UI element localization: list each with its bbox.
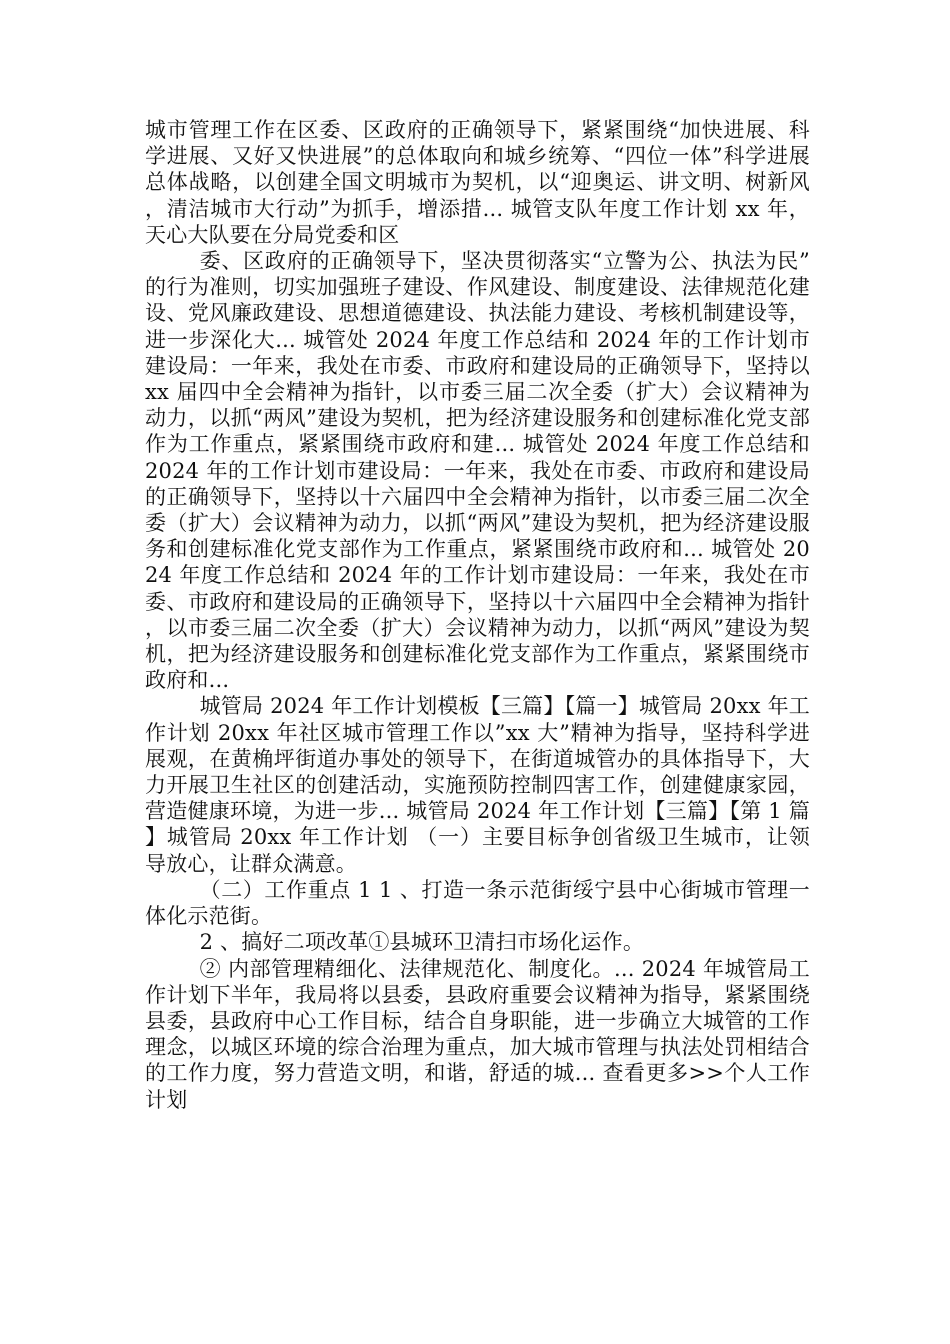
- paragraph-3: 城管局 2024 年工作计划模板【三篇】【篇一】城管局 20xx 年工作计划 20xx 年社区城市管理工作以”xx 大”精神为指导，坚持科学进展观，在黄桷坪街道办事处的领导下，在街道城管办的具体指导下，大力开展卫生社区的创建活动，实施预防控制四害工作，创建健康家园，营造健康环境，为进一步... 城管局 2024 年工作计划【三篇】【第 1 篇】城管局 20xx 年工作计划 （一）主要目标争创省级卫生城市，让领导放心，让群众满意。: [145, 694, 810, 876]
- paragraph-5: 2 、搞好二项改革①县城环卫清扫市场化运作。: [199, 930, 645, 955]
- paragraph-1: 城市管理工作在区委、区政府的正确领导下，紧紧围绕“加快进展、科学进展、又好又快进展”的总体取向和城乡统筹、“四位一体”科学进展总体战略，以创建全国文明城市为契机，以“迎奥运、讲文明、树新风，清洁城市大行动”为抓手，增添措... 城管支队年度工作计划 xx 年，天心大队要在分局党委和区: [145, 118, 810, 247]
- paragraph-4: （二）工作重点 1 1 、打造一条示范街绥宁县中心街城市管理一体化示范街。: [145, 877, 810, 929]
- document-body: [145, 117, 810, 1113]
- paragraph-2: 委、区政府的正确领导下，坚决贯彻落实“立警为公、执法为民”的行为准则，切实加强班子建设、作风建设、制度建设、法律规范化建设、党风廉政建设、思想道德建设、执法能力建设、考核机制建设等，进一步深化大... 城管处 2024 年度工作总结和 2024 年的工作计划市建设局：一年来，我处在市委、市政府和建设局的正确领导下，坚持以 xx 届四中全会精神为指针，以市委三届二次全委（扩大）会议精神为动力，以抓“两风”建设为契机，把为经济建设服务和创建标准化党支部作为工作重点，紧紧围绕市政府和建... 城管处 2024 年度工作总结和 2024 年的工作计划市建设局：一年来，我处在市委、市政府和建设局的正确领导下，坚持以十六届四中全会精神为指针，以市委三届二次全委（扩大）会议精神为动力，以抓“两风”建设为契机，把为经济建设服务和创建标准化党支部作为工作重点，紧紧围绕市政府和... 城管处 2024 年度工作总结和 2024 年的工作计划市建设局：一年来，我处在市委、市政府和建设局的正确领导下，坚持以十六届四中全会精神为指针，以市委三届二次全委（扩大）会议精神为动力，以抓“两风”建设为契机，把为经济建设服务和创建标准化党支部作为工作重点，紧紧围绕市政府和...: [145, 249, 810, 693]
- paragraph-6: ② 内部管理精细化、法律规范化、制度化。... 2024 年城管局工作计划下半年，我局将以县委，县政府重要会议精神为指导，紧紧围绕县委，县政府中心工作目标，结合自身职能，进一步确立大城管的工作理念，以城区环境的综合治理为重点，加大城市管理与执法处罚相结合的工作力度，努力营造文明，和谐，舒适的城... 查看更多>>个人工作计划: [145, 956, 810, 1112]
